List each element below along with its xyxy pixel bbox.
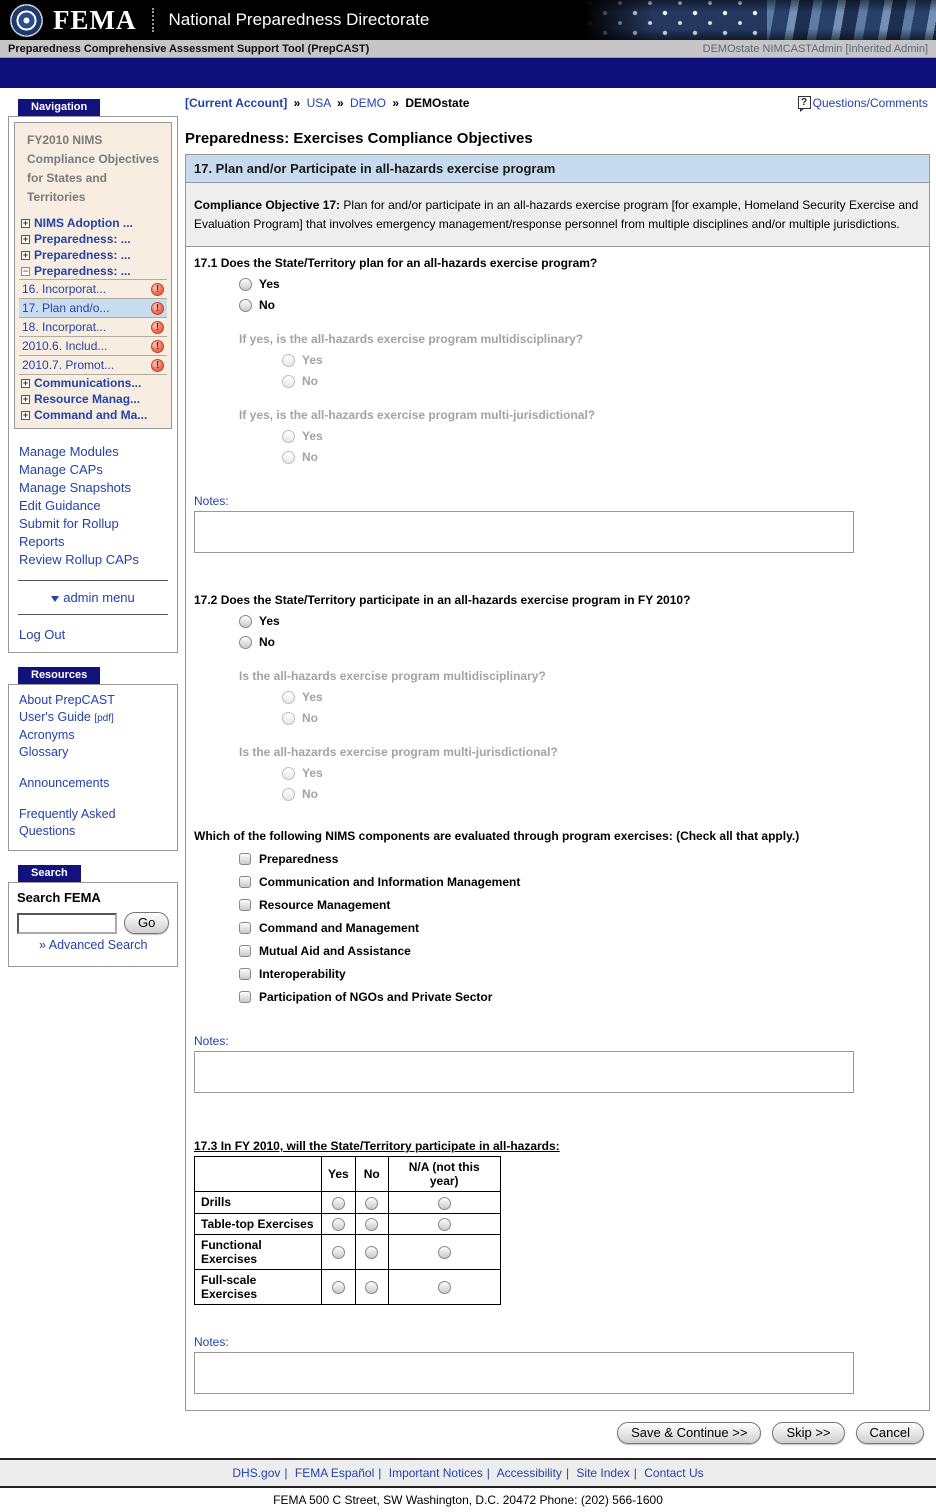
question-17-1: 17.1 Does the State/Territory plan for an all-hazards exercise program? (194, 256, 598, 271)
alert-icon: ! (151, 283, 164, 296)
radio-label: Yes (302, 690, 323, 705)
radio-drills-no[interactable] (365, 1197, 378, 1210)
question-17-3: 17.3 In FY 2010, will the State/Territory participate in all-hazards: (194, 1139, 560, 1154)
pdf-tag: [pdf] (94, 713, 114, 724)
save-continue-button[interactable]: Save & Continue >> (617, 1422, 761, 1444)
breadcrumb-demostate: DEMOstate (405, 96, 470, 110)
question-bubble-icon: ? (798, 96, 811, 109)
app-title: Preparedness Comprehensive Assessment Support Tool (PrepCAST) (8, 42, 370, 55)
radio-disabled-yes[interactable] (282, 767, 295, 780)
footer-separator: | (378, 1465, 382, 1480)
resources-link-glossary[interactable]: Glossary (19, 745, 69, 759)
tree-section-label[interactable]: Preparedness: ... (34, 232, 131, 246)
notes-label: Notes: (194, 1334, 229, 1349)
objective-text: Plan for and/or participate in an all-hazards exercise program [for example, Homeland Security Exercise and Evaluation Program] that involves emergency management/response personnel from multiple disciplines and/or multiple jurisdictions. (194, 198, 919, 231)
table-row (195, 1269, 501, 1304)
tree-section-command-management[interactable] (19, 407, 167, 424)
tree-item-16[interactable] (19, 280, 167, 299)
alert-icon: ! (151, 340, 164, 353)
section-header: 17. Plan and/or Participate in all-hazards exercise program (186, 155, 929, 183)
expand-plus-icon[interactable]: + (22, 393, 29, 404)
row-label-drills: Drills (195, 1192, 322, 1213)
radio-fullscale-na[interactable] (438, 1281, 451, 1294)
flag-stars (584, 0, 767, 40)
checkbox-label: Participation of NGOs and Private Sector (259, 990, 493, 1005)
logout-link[interactable]: Log Out (19, 627, 66, 642)
footer-separator: | (486, 1465, 490, 1480)
sidebar-link-reports[interactable]: Reports (19, 534, 65, 549)
tree-title: FY2010 NIMS Compliance Objectives for States and Territories (27, 133, 160, 204)
row-label-tabletop: Table-top Exercises (195, 1213, 322, 1234)
resources-link-acronyms[interactable]: Acronyms (19, 728, 75, 742)
users-guide-label: User's Guide (19, 710, 91, 724)
tree-section-preparedness-exercises[interactable] (19, 263, 167, 279)
question-17-1-sub-jurisdictional: If yes, is the all-hazards exercise program multi-jurisdictional? (239, 408, 596, 423)
tree-item-2010-7[interactable] (19, 356, 167, 375)
checkbox-label: Interoperability (259, 967, 346, 982)
admin-menu-label: admin menu (63, 590, 135, 605)
checklist-question: Which of the following NIMS components are evaluated through program exercises: (Check all that apply.) (194, 829, 800, 844)
question-area (186, 247, 929, 1410)
tree-section-resource-management[interactable] (19, 391, 167, 407)
footer-separator: | (284, 1465, 288, 1480)
radio-drills-yes[interactable] (332, 1197, 345, 1210)
navigation-tab: Navigation (18, 99, 100, 116)
notes-textarea-17-2[interactable] (194, 1051, 854, 1093)
tree-item-2010-6[interactable] (19, 337, 167, 356)
question-17-2-sub-jurisdictional: Is the all-hazards exercise program multi-jurisdictional? (239, 745, 558, 760)
column-header-yes: Yes (322, 1157, 356, 1192)
search-panel (8, 882, 178, 967)
sidebar-link-edit-guidance[interactable]: Edit Guidance (19, 498, 101, 513)
radio-disabled-no[interactable] (282, 375, 295, 388)
page-title: Preparedness: Exercises Compliance Objectives (185, 130, 533, 147)
question-17-2-sub-multidisciplinary: Is the all-hazards exercise program multidisciplinary? (239, 669, 546, 684)
checkbox-label: Communication and Information Management (259, 875, 521, 890)
tree-item-label[interactable]: 2010.7. Promot... (22, 358, 115, 372)
sidebar (8, 97, 178, 967)
row-label-fullscale: Full-scale Exercises (195, 1269, 322, 1304)
tree-section-communications[interactable] (19, 375, 167, 391)
footer-link-fema-espanol[interactable]: FEMA Español (294, 1465, 375, 1480)
checkbox-resource-management[interactable] (239, 899, 251, 911)
checkbox-label: Mutual Aid and Assistance (259, 944, 411, 959)
collapse-minus-icon[interactable]: − (22, 265, 29, 276)
alert-icon: ! (151, 321, 164, 334)
row-label-functional: Functional Exercises (195, 1234, 322, 1269)
compliance-objective (186, 183, 929, 247)
search-input[interactable] (17, 913, 117, 934)
resources-link-about[interactable]: About PrepCAST (19, 693, 115, 707)
flag-image (584, 0, 936, 40)
advanced-search-link[interactable]: » Advanced Search (39, 938, 148, 952)
breadcrumb-separator: » (293, 96, 301, 110)
tree-section-preparedness-2[interactable] (19, 247, 167, 263)
main-content (185, 94, 930, 1444)
breadcrumb-separator: » (336, 96, 344, 110)
radio-disabled-no[interactable] (282, 788, 295, 801)
header-divider (152, 8, 154, 32)
skip-button[interactable]: Skip >> (772, 1422, 844, 1444)
checkbox-communication[interactable] (239, 876, 251, 888)
radio-disabled-yes[interactable] (282, 354, 295, 367)
radio-17-2-yes[interactable] (239, 615, 252, 628)
radio-fullscale-yes[interactable] (332, 1281, 345, 1294)
radio-label: No (259, 635, 275, 650)
footer-link-contact-us[interactable]: Contact Us (644, 1465, 704, 1480)
notes-textarea-17-1[interactable] (194, 511, 854, 553)
tree-item-label[interactable]: 2010.6. Includ... (22, 339, 108, 353)
radio-tabletop-no[interactable] (365, 1218, 378, 1231)
column-header-na: N/A (not this year) (388, 1157, 500, 1192)
footer-separator: | (633, 1465, 637, 1480)
admin-menu-toggle[interactable] (9, 588, 177, 607)
sidebar-link-manage-modules[interactable]: Manage Modules (19, 444, 119, 459)
radio-label: No (302, 374, 318, 389)
checkbox-interoperability[interactable] (239, 968, 251, 980)
radio-label: Yes (302, 429, 323, 444)
breadcrumb-separator: » (392, 96, 400, 110)
resources-tab: Resources (18, 667, 100, 684)
empty-header (195, 1157, 322, 1192)
radio-label: Yes (302, 353, 323, 368)
expand-plus-icon[interactable]: + (22, 409, 29, 420)
expand-plus-icon[interactable]: + (22, 217, 29, 228)
radio-functional-na[interactable] (438, 1246, 451, 1259)
radio-tabletop-yes[interactable] (332, 1218, 345, 1231)
tree-section-label[interactable]: Communications... (34, 376, 142, 390)
tree-item-label[interactable]: 17. Plan and/o... (22, 301, 110, 315)
breadcrumb-usa[interactable]: USA (306, 96, 331, 110)
checkbox-ngos-private-sector[interactable] (239, 991, 251, 1003)
breadcrumb (185, 94, 930, 110)
divider (18, 580, 168, 581)
checkbox-command-management[interactable] (239, 922, 251, 934)
questions-comments-link[interactable]: Questions/Comments (812, 96, 928, 110)
tree-item-label[interactable]: 18. Incorporat... (22, 320, 107, 334)
question-17-1-sub-multidisciplinary: If yes, is the all-hazards exercise program multidisciplinary? (239, 332, 584, 347)
chevron-down-icon (51, 596, 59, 602)
footer-link-important-notices[interactable]: Important Notices (388, 1465, 483, 1480)
app-title-bar (0, 40, 936, 58)
radio-17-2-no[interactable] (239, 636, 252, 649)
tree-section-label[interactable]: Preparedness: ... (34, 248, 131, 262)
tree-section-preparedness-1[interactable] (19, 231, 167, 247)
sidebar-link-manage-snapshots[interactable]: Manage Snapshots (19, 480, 132, 495)
sidebar-link-list (9, 434, 177, 573)
resources-panel (8, 684, 178, 851)
checkbox-preparedness[interactable] (239, 853, 251, 865)
footer-link-site-index[interactable]: Site Index (576, 1465, 630, 1480)
tree-item-18[interactable] (19, 318, 167, 337)
header-bar (0, 0, 936, 40)
expand-plus-icon[interactable]: + (22, 249, 29, 260)
tree-section-label[interactable]: NIMS Adoption ... (34, 216, 133, 230)
radio-tabletop-na[interactable] (438, 1218, 451, 1231)
table-row (195, 1234, 501, 1269)
fema-logo: FEMA (53, 4, 137, 35)
dhs-seal-icon (10, 4, 43, 37)
radio-functional-yes[interactable] (332, 1246, 345, 1259)
divider (18, 614, 168, 615)
radio-disabled-no[interactable] (282, 712, 295, 725)
sidebar-link-submit-rollup[interactable]: Submit for Rollup (19, 516, 119, 531)
objective-form (185, 154, 930, 1411)
tree-section-label[interactable]: Resource Manag... (34, 392, 141, 406)
table-header-row (195, 1157, 501, 1192)
radio-disabled-yes[interactable] (282, 691, 295, 704)
radio-fullscale-no[interactable] (365, 1281, 378, 1294)
expand-plus-icon[interactable]: + (22, 233, 29, 244)
resources-link-faq[interactable]: Frequently Asked Questions (19, 807, 116, 838)
alert-icon: ! (151, 359, 164, 372)
checkbox-mutual-aid[interactable] (239, 945, 251, 957)
tree-section-nims-adoption[interactable] (19, 215, 167, 231)
radio-label: No (302, 450, 318, 465)
radio-disabled-no[interactable] (282, 451, 295, 464)
notes-label: Notes: (194, 494, 229, 509)
notes-textarea-17-3[interactable] (194, 1352, 854, 1394)
search-tab: Search (18, 865, 81, 882)
footer-link-dhs[interactable]: DHS.gov (232, 1465, 281, 1480)
radio-label: No (302, 711, 318, 726)
expand-plus-icon[interactable]: + (22, 377, 29, 388)
radio-label: No (302, 787, 318, 802)
footer-links-bar (0, 1458, 936, 1488)
radio-drills-na[interactable] (438, 1197, 451, 1210)
footer-address: FEMA 500 C Street, SW Washington, D.C. 20472 Phone: (202) 566-1600 (273, 1492, 663, 1507)
logged-in-user: DEMOstate NIMCASTAdmin [Inherited Admin] (702, 42, 928, 55)
flag-stripes (767, 0, 936, 40)
footer-separator: | (565, 1465, 570, 1480)
objective-label: Compliance Objective 17: (194, 198, 341, 212)
radio-label: Yes (259, 277, 280, 292)
cancel-button[interactable]: Cancel (856, 1422, 924, 1444)
checkbox-label: Command and Management (259, 921, 420, 936)
notes-label: Notes: (194, 1034, 229, 1049)
navigation-panel (8, 116, 178, 653)
radio-17-1-no[interactable] (239, 299, 252, 312)
radio-17-1-yes[interactable] (239, 278, 252, 291)
breadcrumb-demo[interactable]: DEMO (349, 96, 386, 110)
tree-item-label[interactable]: 16. Incorporat... (22, 282, 107, 296)
objectives-tree (14, 122, 172, 429)
breadcrumb-current-account[interactable]: [Current Account] (185, 96, 288, 110)
radio-disabled-yes[interactable] (282, 430, 295, 443)
radio-label: Yes (259, 614, 280, 629)
search-title: Search FEMA (17, 890, 101, 905)
form-action-buttons (185, 1422, 924, 1444)
tree-item-17-selected[interactable] (19, 299, 167, 318)
resources-link-announcements[interactable]: Announcements (19, 776, 110, 790)
question-17-2: 17.2 Does the State/Territory participate in an all-hazards exercise program in FY 2010? (194, 593, 691, 608)
sidebar-link-manage-caps[interactable]: Manage CAPs (19, 462, 103, 477)
sidebar-link-review-rollup-caps[interactable]: Review Rollup CAPs (19, 552, 139, 567)
search-go-button[interactable]: Go (124, 912, 169, 934)
radio-functional-no[interactable] (365, 1246, 378, 1259)
navy-accent-bar (0, 58, 936, 88)
directorate-title: National Preparedness Directorate (168, 10, 430, 29)
column-header-no: No (355, 1157, 388, 1192)
tree-section-label[interactable]: Command and Ma... (34, 408, 148, 422)
exercise-participation-table (194, 1156, 501, 1305)
table-row (195, 1192, 501, 1213)
checkbox-label: Resource Management (259, 898, 391, 913)
radio-label: Yes (302, 766, 323, 781)
tree-section-label[interactable]: Preparedness: ... (34, 264, 131, 278)
radio-label: No (259, 298, 275, 313)
resources-link-users-guide[interactable] (19, 709, 167, 727)
footer-link-accessibility[interactable]: Accessibility (496, 1465, 562, 1480)
table-row (195, 1213, 501, 1234)
alert-icon: ! (151, 302, 164, 315)
tree-item-list (19, 279, 167, 375)
checkbox-label: Preparedness (259, 852, 339, 867)
